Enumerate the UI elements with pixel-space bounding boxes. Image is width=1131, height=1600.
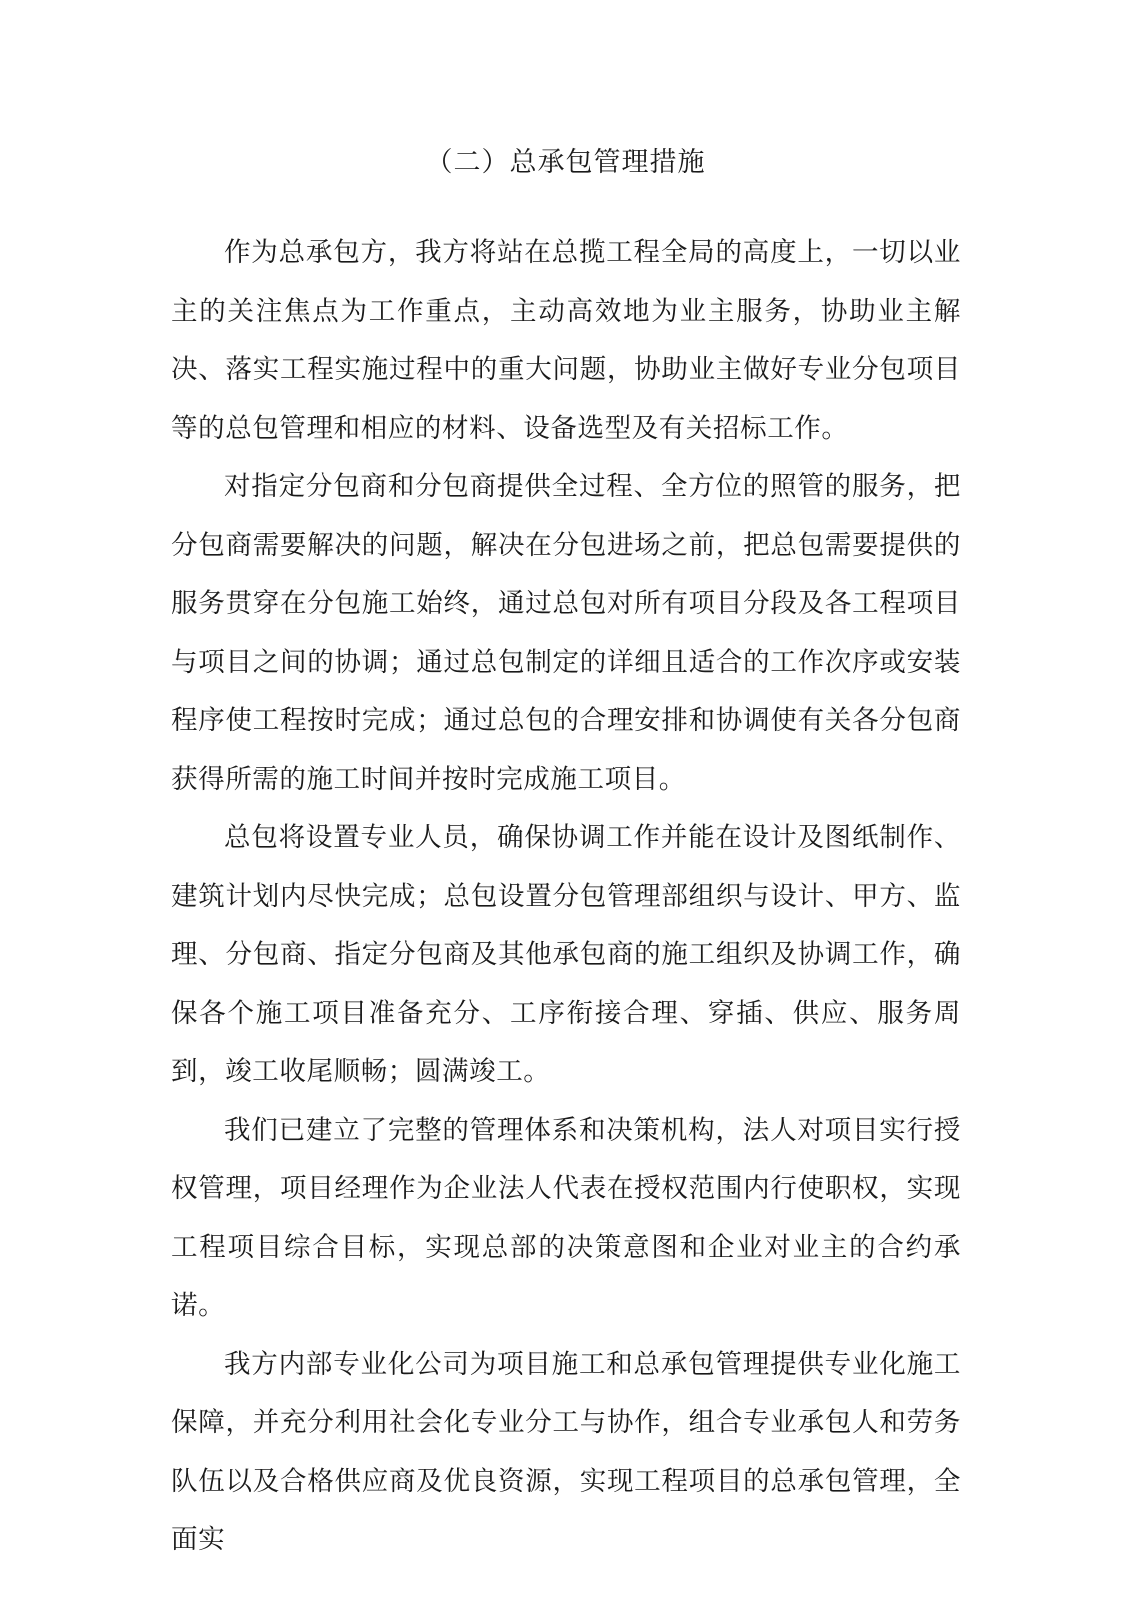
paragraph: 总包将设置专业人员，确保协调工作并能在设计及图纸制作、建筑计划内尽快完成；总包设置分包管理部组织与设计、甲方、监理、分包商、指定分包商及其他承包商的施工组织及协调工作，确保各个施工项目准备充分、工序衔接合理、穿插、供应、服务周到，竣工收尾顺畅；圆满竣工。 [171,822,961,1087]
paragraph: 作为总承包方，我方将站在总揽工程全局的高度上，一切以业主的关注焦点为工作重点，主动高效地为业主服务，协助业主解决、落实工程实施过程中的重大问题，协助业主做好专业分包项目等的总包管理和相应的材料、设备选型及有关招标工作。 [171,237,961,444]
paragraph: 我方内部专业化公司为项目施工和总承包管理提供专业化施工保障，并充分利用社会化专业分工与协作，组合专业承包人和劳务队伍以及合格供应商及优良资源，实现工程项目的总承包管理，全面实 [171,1348,961,1555]
paragraph: 我们已建立了完整的管理体系和决策机构，法人对项目实行授权管理，项目经理作为企业法人代表在授权范围内行使职权，实现工程项目综合目标，实现总部的决策意图和企业对业主的合约承诺。 [171,1114,961,1321]
body-text [171,224,961,1570]
section-heading: （二）总承包管理措施 [425,147,706,178]
paragraph: 对指定分包商和分包商提供全过程、全方位的照管的服务，把分包商需要解决的问题，解决在分包进场之前，把总包需要提供的服务贯穿在分包施工始终，通过总包对所有项目分段及各工程项目与项目之间的协调；通过总包制定的详细且适合的工作次序或安装程序使工程按时完成；通过总包的合理安排和协调使有关各分包商获得所需的施工时间并按时完成施工项目。 [171,471,961,795]
